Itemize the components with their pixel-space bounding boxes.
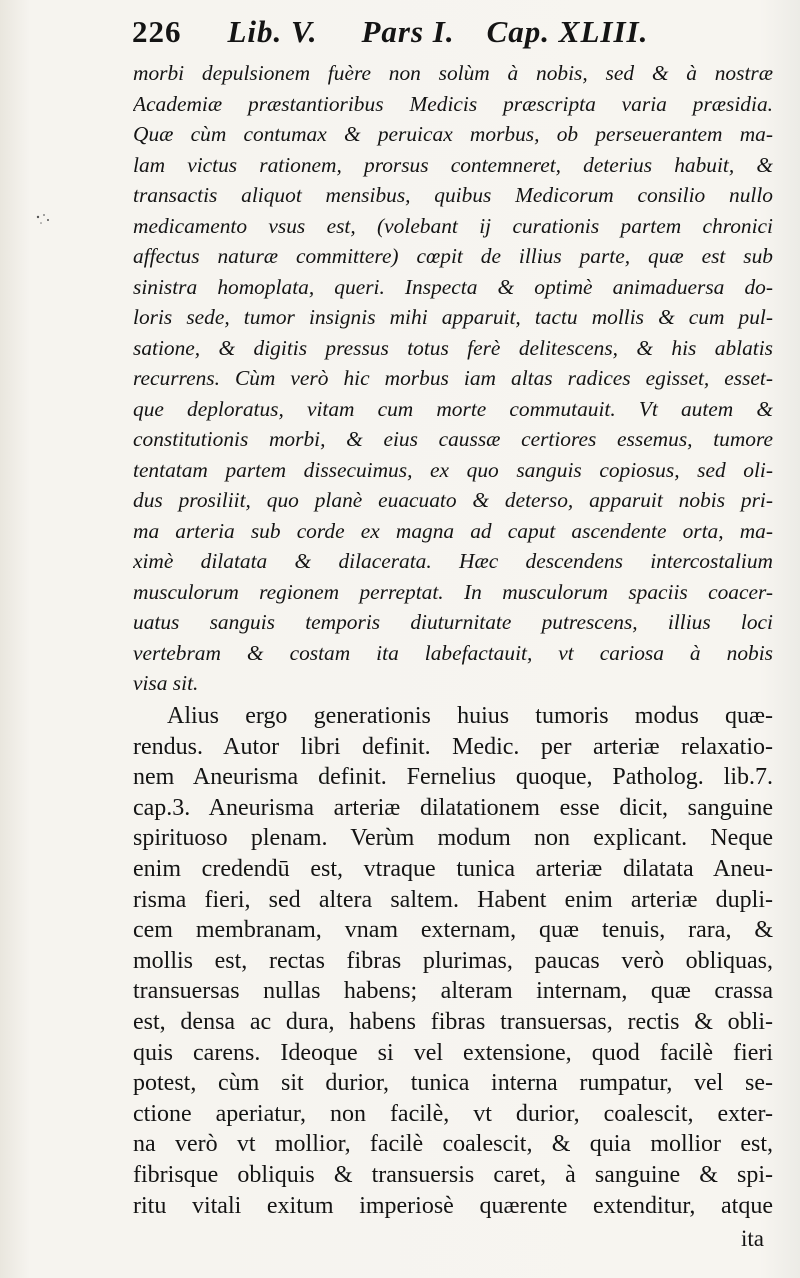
text-line: cap.3. Aneurisma arteriæ dilatationem esse dicit, sanguine xyxy=(133,794,773,821)
text-line: Alius ergo generationis huius tumoris modus quæ- xyxy=(167,703,773,729)
text-line: constitutionis morbi, & eius caussæ certiores essemus, tumore xyxy=(133,427,773,451)
italic-case-text xyxy=(133,58,773,699)
text-line: lam victus rationem, prorsus contemneret, deterius habuit, & xyxy=(133,152,773,177)
text-line: cem membranam, vnam externam, quæ tenuis, rara, & xyxy=(133,917,773,944)
text-line: fibrisque obliquis & transuersis caret, à sanguine & spi- xyxy=(133,1161,773,1188)
text-line: rendus. Autor libri definit. Medic. per arteriæ relaxatio- xyxy=(133,733,773,760)
running-header xyxy=(132,14,772,54)
text-line: ritu vitali exitum imperiosè quærente extenditur, atque xyxy=(133,1192,773,1219)
text-line: na verò vt mollior, facilè coalescit, & quia mollior est, xyxy=(133,1131,773,1158)
text-line: quis carens. Ideoque si vel extensione, quod facilè fieri xyxy=(133,1039,773,1066)
roman-commentary-text xyxy=(133,701,773,1221)
header-part: Pars I. xyxy=(361,14,455,49)
text-line: loris sede, tumor insignis mihi apparuit, tactu mollis & cum pul- xyxy=(133,305,773,329)
text-line: que deploratus, vitam cum morte commutauit. Vt autem & xyxy=(133,396,773,421)
header-book: Lib. V. xyxy=(227,14,318,49)
text-line: morbi depulsionem fuère non solùm à nobis, sed & à nostræ xyxy=(133,61,773,85)
text-line: potest, cùm sit durior, tunica interna rumpatur, vel se- xyxy=(133,1070,773,1097)
text-line: musculorum regionem perreptat. In musculorum spaciis coacer- xyxy=(133,579,773,604)
text-line: mollis est, rectas fibras plurimas, paucas verò obliquas, xyxy=(133,947,773,974)
text-line: affectus naturæ committere) cœpit de illius parte, quæ est sub xyxy=(133,244,773,268)
text-line: medicamento vsus est, (volebant ij curationis partem chronici xyxy=(133,213,773,238)
text-line: vertebram & costam ita labefactauit, vt cariosa à nobis xyxy=(133,640,773,665)
text-line: uatus sanguis temporis diuturnitate putrescens, illius loci xyxy=(133,610,773,634)
catchword: ita xyxy=(741,1226,764,1251)
text-line: transactis aliquot mensibus, quibus Medicorum consilio nullo xyxy=(133,183,773,207)
text-line: Quæ cùm contumax & peruicax morbus, ob perseuerantem ma- xyxy=(133,122,773,146)
text-line: satione, & digitis pressus totus ferè delitescens, & his ablatis xyxy=(133,335,773,360)
text-line: recurrens. Cùm verò hic morbus iam altas radices egisset, esset- xyxy=(133,366,773,390)
text-line: tentatam partem dissecuimus, ex quo sanguis copiosus, sed oli- xyxy=(133,457,773,482)
header-chapter: Cap. XLIII. xyxy=(486,14,649,49)
text-line: dus prosiliit, quo planè euacuato & deterso, apparuit nobis pri- xyxy=(133,488,773,512)
text-line: risma fieri, sed altera saltem. Habent enim arteriæ dupli- xyxy=(133,886,773,913)
text-line: Academiæ præstantioribus Medicis præscripta varia præsidia. xyxy=(133,91,773,116)
page-number: 226 xyxy=(132,14,182,49)
text-line: transuersas nullas habens; alteram internam, quæ crassa xyxy=(133,978,773,1005)
text-line: sinistra homoplata, queri. Inspecta & optimè animaduersa do- xyxy=(133,274,773,299)
text-line: nem Aneurisma definit. Fernelius quoque, Patholog. lib.7. xyxy=(133,764,773,791)
text-line: ma arteria sub corde ex magna ad caput ascendente orta, ma- xyxy=(133,518,773,543)
text-line-last: visa sit. xyxy=(133,671,199,695)
text-line: est, densa ac dura, habens fibras transuersas, rectis & obli- xyxy=(133,1008,773,1035)
text-line: ctione aperiatur, non facilè, vt durior, coalescit, exter- xyxy=(133,1100,773,1127)
text-line: ximè dilatata & dilacerata. Hæc descendens intercostalium xyxy=(133,549,773,573)
ink-speck-mark xyxy=(30,205,60,235)
text-line: spirituoso plenam. Verùm modum non explicant. Neque xyxy=(133,825,773,852)
text-line: enim credendū est, vtraque tunica arteriæ dilatata Aneu- xyxy=(133,855,773,882)
